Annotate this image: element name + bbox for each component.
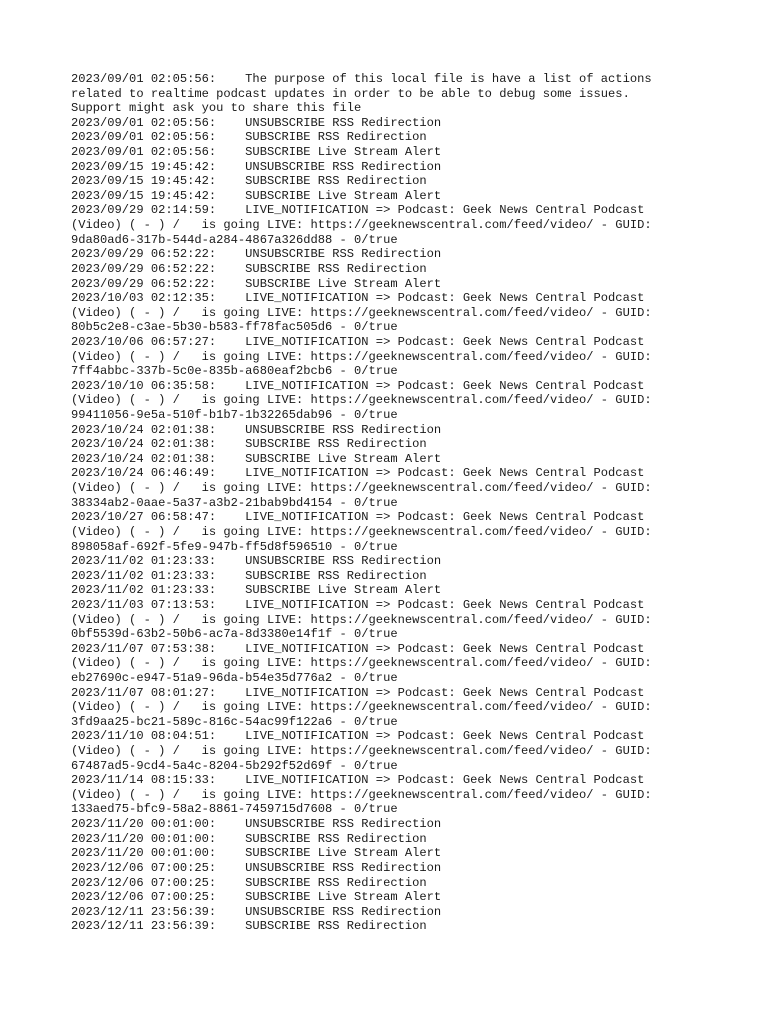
log-line: 2023/11/02 01:23:33: SUBSCRIBE RSS Redirection [71, 568, 427, 583]
log-line: eb27690c-e947-51a9-96da-b54e35d776a2 - 0/true [71, 670, 398, 685]
log-line: 2023/11/02 01:23:33: UNSUBSCRIBE RSS Redirection [71, 554, 442, 569]
log-line: 2023/11/20 00:01:00: UNSUBSCRIBE RSS Redirection [71, 817, 442, 832]
log-line: 3fd9aa25-bc21-589c-816c-54ac99f122a6 - 0/true [71, 714, 398, 729]
log-line: related to realtime podcast updates in order to be able to debug some issues. [71, 86, 630, 101]
log-line: 2023/11/02 01:23:33: SUBSCRIBE Live Stream Alert [71, 583, 442, 598]
log-line: 80b5c2e8-c3ae-5b30-b583-ff78fac505d6 - 0/true [71, 320, 398, 335]
log-line: (Video) ( - ) / is going LIVE: https://geeknewscentral.com/feed/video/ - GUID: [71, 218, 652, 233]
log-line: 133aed75-bfc9-58a2-8861-7459715d7608 - 0/true [71, 802, 398, 817]
log-line: 2023/09/01 02:05:56: SUBSCRIBE RSS Redirection [71, 130, 427, 145]
log-line: (Video) ( - ) / is going LIVE: https://geeknewscentral.com/feed/video/ - GUID: [71, 656, 652, 671]
log-line: (Video) ( - ) / is going LIVE: https://geeknewscentral.com/feed/video/ - GUID: [71, 612, 652, 627]
log-line: 898058af-692f-5fe9-947b-ff5d8f596510 - 0/true [71, 539, 398, 554]
log-line: 0bf5539d-63b2-50b6-ac7a-8d3380e14f1f - 0/true [71, 627, 398, 642]
log-line: 2023/11/03 07:13:53: LIVE_NOTIFICATION => Podcast: Geek News Central Podcast [71, 597, 645, 612]
log-line: (Video) ( - ) / is going LIVE: https://geeknewscentral.com/feed/video/ - GUID: [71, 393, 652, 408]
log-line: (Video) ( - ) / is going LIVE: https://geeknewscentral.com/feed/video/ - GUID: [71, 481, 652, 496]
log-line: 2023/09/29 02:14:59: LIVE_NOTIFICATION => Podcast: Geek News Central Podcast [71, 203, 645, 218]
log-line: 2023/09/15 19:45:42: UNSUBSCRIBE RSS Redirection [71, 159, 442, 174]
log-line: 2023/11/10 08:04:51: LIVE_NOTIFICATION => Podcast: Geek News Central Podcast [71, 729, 645, 744]
log-line: (Video) ( - ) / is going LIVE: https://geeknewscentral.com/feed/video/ - GUID: [71, 787, 652, 802]
log-line: 2023/11/20 00:01:00: SUBSCRIBE Live Stream Alert [71, 846, 442, 861]
log-line: 2023/11/07 08:01:27: LIVE_NOTIFICATION => Podcast: Geek News Central Podcast [71, 685, 645, 700]
log-line: (Video) ( - ) / is going LIVE: https://geeknewscentral.com/feed/video/ - GUID: [71, 700, 652, 715]
log-line: 2023/10/24 06:46:49: LIVE_NOTIFICATION => Podcast: Geek News Central Podcast [71, 466, 645, 481]
log-line: 2023/09/01 02:05:56: The purpose of this local file is have a list of actions [71, 72, 652, 86]
log-line: 9da80ad6-317b-544d-a284-4867a326dd88 - 0/true [71, 232, 398, 247]
log-line: 2023/10/24 02:01:38: UNSUBSCRIBE RSS Redirection [71, 422, 442, 437]
log-line: 2023/10/10 06:35:58: LIVE_NOTIFICATION => Podcast: Geek News Central Podcast [71, 378, 645, 393]
log-line: 2023/12/06 07:00:25: SUBSCRIBE RSS Redirection [71, 875, 427, 890]
log-line: 2023/09/01 02:05:56: UNSUBSCRIBE RSS Redirection [71, 115, 442, 130]
log-line: (Video) ( - ) / is going LIVE: https://geeknewscentral.com/feed/video/ - GUID: [71, 305, 652, 320]
log-line: 2023/09/15 19:45:42: SUBSCRIBE RSS Redirection [71, 174, 427, 189]
log-line: 2023/10/03 02:12:35: LIVE_NOTIFICATION => Podcast: Geek News Central Podcast [71, 291, 645, 306]
log-line: 2023/10/27 06:58:47: LIVE_NOTIFICATION => Podcast: Geek News Central Podcast [71, 510, 645, 525]
log-line: 2023/09/01 02:05:56: SUBSCRIBE Live Stream Alert [71, 145, 442, 160]
log-line: Support might ask you to share this file [71, 101, 362, 116]
log-line: (Video) ( - ) / is going LIVE: https://geeknewscentral.com/feed/video/ - GUID: [71, 744, 652, 759]
log-line: 2023/10/24 02:01:38: SUBSCRIBE RSS Redirection [71, 437, 427, 452]
log-line: 67487ad5-9cd4-5a4c-8204-5b292f52d69f - 0/true [71, 758, 398, 773]
log-line: 2023/12/11 23:56:39: UNSUBSCRIBE RSS Redirection [71, 904, 442, 919]
log-line: 2023/11/14 08:15:33: LIVE_NOTIFICATION => Podcast: Geek News Central Podcast [71, 773, 645, 788]
log-line: 2023/09/15 19:45:42: SUBSCRIBE Live Stream Alert [71, 188, 442, 203]
log-line: 2023/11/20 00:01:00: SUBSCRIBE RSS Redirection [71, 831, 427, 846]
log-line: 2023/09/29 06:52:22: SUBSCRIBE Live Stream Alert [71, 276, 442, 291]
log-line: 2023/12/06 07:00:25: SUBSCRIBE Live Stream Alert [71, 890, 442, 905]
log-line: 99411056-9e5a-510f-b1b7-1b32265dab96 - 0/true [71, 408, 398, 423]
log-text-body [71, 72, 691, 934]
log-line: 2023/10/24 02:01:38: SUBSCRIBE Live Stream Alert [71, 451, 442, 466]
log-line: 38334ab2-0aae-5a37-a3b2-21bab9bd4154 - 0/true [71, 495, 398, 510]
log-line: 2023/10/06 06:57:27: LIVE_NOTIFICATION => Podcast: Geek News Central Podcast [71, 334, 645, 349]
log-line: 2023/09/29 06:52:22: SUBSCRIBE RSS Redirection [71, 261, 427, 276]
log-line: 2023/12/06 07:00:25: UNSUBSCRIBE RSS Redirection [71, 860, 442, 875]
log-line: 2023/12/11 23:56:39: SUBSCRIBE RSS Redirection [71, 919, 427, 934]
log-line: 7ff4abbc-337b-5c0e-835b-a680eaf2bcb6 - 0/true [71, 364, 398, 379]
log-line: (Video) ( - ) / is going LIVE: https://geeknewscentral.com/feed/video/ - GUID: [71, 349, 652, 364]
log-line: 2023/11/07 07:53:38: LIVE_NOTIFICATION => Podcast: Geek News Central Podcast [71, 641, 645, 656]
log-line: (Video) ( - ) / is going LIVE: https://geeknewscentral.com/feed/video/ - GUID: [71, 524, 652, 539]
log-line: 2023/09/29 06:52:22: UNSUBSCRIBE RSS Redirection [71, 247, 442, 262]
